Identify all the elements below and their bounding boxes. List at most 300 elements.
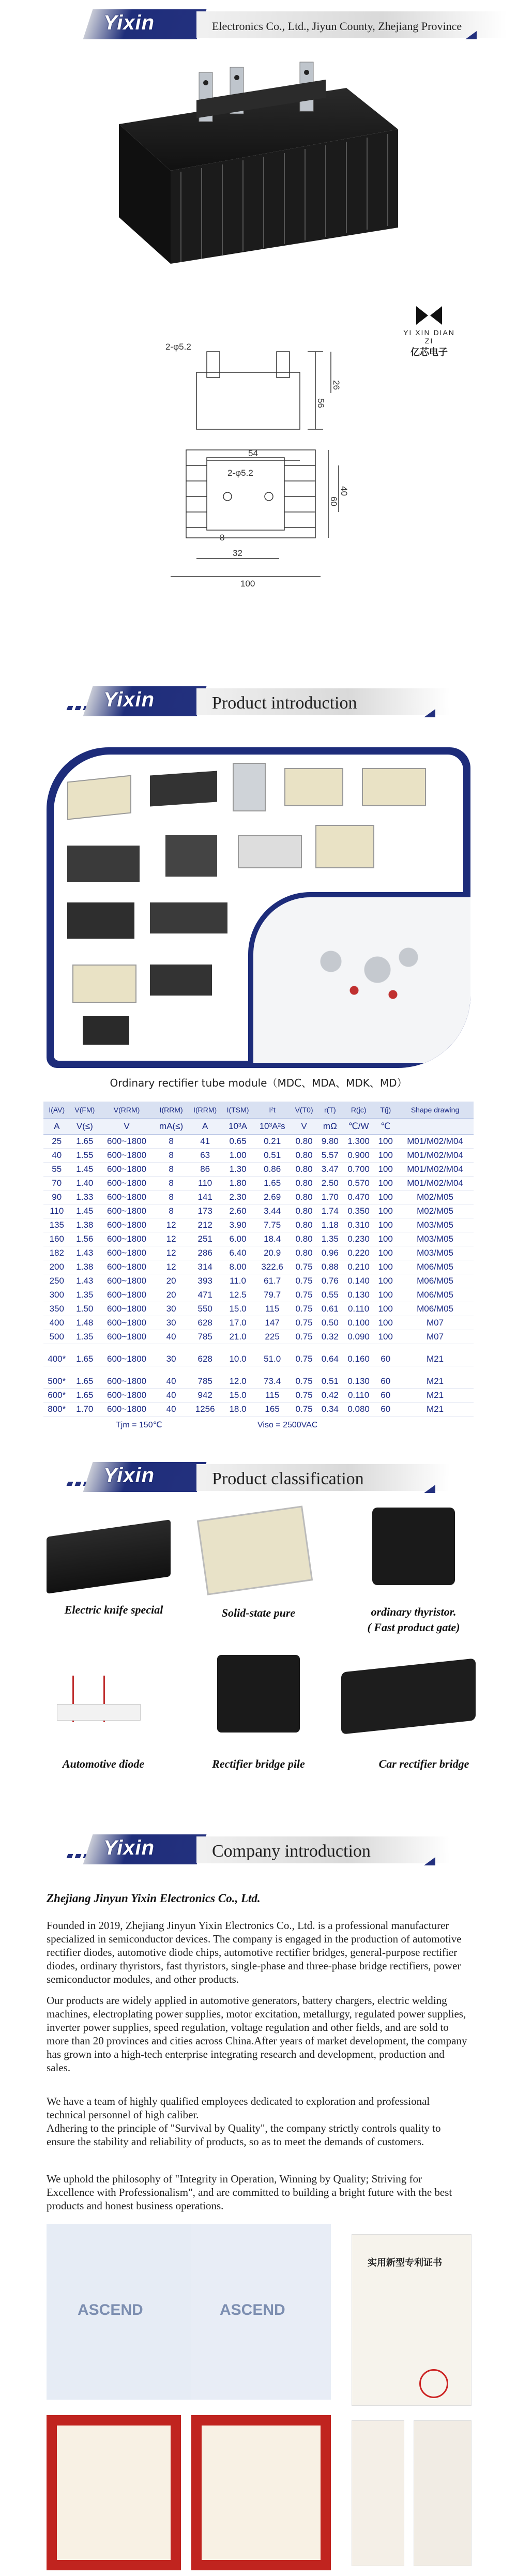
spec-unit-cell — [397, 1119, 474, 1135]
spec-cell: 1.45 — [70, 1163, 100, 1177]
spec-cell: 0.80 — [291, 1232, 317, 1246]
spec-cell: 30 — [154, 1302, 188, 1316]
spec-cell: 0.210 — [343, 1260, 374, 1274]
spec-cell: 1.48 — [70, 1316, 100, 1330]
product-collage — [47, 747, 470, 1068]
spec-cell: 0.76 — [317, 1274, 343, 1288]
diode-photo — [284, 928, 439, 1011]
spec-cell: 25 — [43, 1135, 70, 1149]
product-label-thyristor-sub: ( Fast product gate) — [367, 1621, 460, 1634]
module-photo — [315, 825, 374, 868]
spec-cell: 600~1800 — [99, 1352, 154, 1366]
spec-cell: 7.75 — [254, 1218, 291, 1232]
spec-cell: M03/M05 — [397, 1246, 474, 1260]
spec-cell: 2.30 — [222, 1191, 254, 1204]
dim-56: 56 — [316, 398, 326, 408]
spec-cell: 165 — [254, 1403, 291, 1417]
certificate-small-1 — [352, 2420, 404, 2566]
spec-unit-cell: V(≤) — [70, 1119, 100, 1135]
banner-triangle — [424, 1485, 435, 1493]
spec-cell: 110 — [188, 1177, 222, 1191]
spec-cell: 40 — [154, 1403, 188, 1417]
product-image-thyristor — [372, 1508, 455, 1585]
spec-cell: 40 — [43, 1149, 70, 1163]
spec-row — [43, 1366, 474, 1375]
spec-cell: 350 — [43, 1302, 70, 1316]
spec-row — [43, 1135, 474, 1149]
spec-cell: 600~1800 — [99, 1403, 154, 1417]
spec-cell: 800* — [43, 1403, 70, 1417]
spec-cell: 18.0 — [222, 1403, 254, 1417]
spec-col-header: R(jc) — [343, 1102, 374, 1119]
spec-cell: 1.65 — [70, 1352, 100, 1366]
spec-cell: 86 — [188, 1163, 222, 1177]
spec-cell: 73.4 — [254, 1375, 291, 1389]
spec-cell: 0.80 — [291, 1246, 317, 1260]
spec-cell: 1.43 — [70, 1274, 100, 1288]
spec-cell: 628 — [188, 1352, 222, 1366]
certificate-title: ASCEND — [220, 2301, 285, 2318]
spec-cell: 8 — [154, 1135, 188, 1149]
spec-cell: 0.75 — [291, 1375, 317, 1389]
spec-row — [43, 1218, 474, 1232]
spec-cell: 100 — [374, 1288, 397, 1302]
spec-cell: 0.80 — [291, 1135, 317, 1149]
company-para-5: We uphold the philosophy of "Integrity in Operation, Winning by Quality; Striving for Excellence with Professionalism", and are committed to building a bright future with the best products and honest business operations. — [47, 2173, 452, 2212]
spec-cell: 15.0 — [222, 1302, 254, 1316]
spec-cell: 0.700 — [343, 1163, 374, 1177]
spec-cell: 0.86 — [254, 1163, 291, 1177]
product-image-bridge — [217, 1655, 300, 1733]
company-para-1: Founded in 2019, Zhejiang Jinyun Yixin Electronics Co., Ltd. is a professional manufacturer specialized in semiconductor devices. The company is engaged in the production of automotive rectifier diodes, automotive diode chips, automotive rectifier bridges, general-purpose rectifier diodes, ordinary thyristors, fast thyristors, single-phase and three-phase bridge rectifiers, power semiconductor modules, and other products. — [47, 1919, 462, 1985]
header-banner — [0, 0, 517, 47]
spec-table — [43, 1102, 474, 1417]
module-photo — [83, 1016, 129, 1045]
spec-cell: 942 — [188, 1389, 222, 1403]
spec-cell: M02/M05 — [397, 1204, 474, 1218]
spec-cell: 0.350 — [343, 1204, 374, 1218]
spec-cell: 1.40 — [70, 1177, 100, 1191]
spec-cell: M01/M02/M04 — [397, 1135, 474, 1149]
spec-unit-cell: mΩ — [317, 1119, 343, 1135]
spec-cell: 600~1800 — [99, 1302, 154, 1316]
spec-cell: 600* — [43, 1389, 70, 1403]
spec-cell: 1.45 — [70, 1204, 100, 1218]
spec-row — [43, 1330, 474, 1344]
spec-cell: 0.34 — [317, 1403, 343, 1417]
spec-cell: 600~1800 — [99, 1191, 154, 1204]
spec-cell: M07 — [397, 1316, 474, 1330]
spec-cell: 60 — [374, 1389, 397, 1403]
spec-cell: 12 — [154, 1260, 188, 1274]
spec-cell: 100 — [374, 1316, 397, 1330]
dim-32: 32 — [233, 548, 242, 558]
spec-cell: 225 — [254, 1330, 291, 1344]
spec-cell: 0.130 — [343, 1288, 374, 1302]
spec-cell: 600~1800 — [99, 1204, 154, 1218]
spec-cell: M01/M02/M04 — [397, 1149, 474, 1163]
spec-cell: M01/M02/M04 — [397, 1177, 474, 1191]
spec-cell: 3.90 — [222, 1218, 254, 1232]
spec-row — [43, 1344, 474, 1353]
certificate-panel — [57, 2426, 171, 2560]
spec-cell: 600~1800 — [99, 1149, 154, 1163]
company-title: Electronics Co., Ltd., Jiyun County, Zhejiang Province — [212, 20, 462, 33]
spec-cell: 628 — [188, 1316, 222, 1330]
spec-cell: 1.33 — [70, 1191, 100, 1204]
spec-cell: 2.69 — [254, 1191, 291, 1204]
spec-cell: 1.65 — [254, 1177, 291, 1191]
spec-cell: 182 — [43, 1246, 70, 1260]
spec-cell: 250 — [43, 1274, 70, 1288]
product-intro-banner — [0, 675, 517, 721]
spec-cell: 1.43 — [70, 1246, 100, 1260]
spec-cell: M21 — [397, 1375, 474, 1389]
certificate-panel — [202, 2426, 321, 2560]
spec-unit-cell: mA(≤) — [154, 1119, 188, 1135]
spec-cell: 550 — [188, 1302, 222, 1316]
spec-cell: 8 — [154, 1149, 188, 1163]
spec-cell: 40 — [154, 1330, 188, 1344]
spec-cell: 600~1800 — [99, 1177, 154, 1191]
spec-cell: 0.140 — [343, 1274, 374, 1288]
spec-cell: M01/M02/M04 — [397, 1163, 474, 1177]
spec-cell: 0.80 — [291, 1204, 317, 1218]
spec-cell: 0.080 — [343, 1403, 374, 1417]
spec-row — [43, 1274, 474, 1288]
spec-cell: 600~1800 — [99, 1260, 154, 1274]
spec-cell: M06/M05 — [397, 1274, 474, 1288]
spec-cell: M03/M05 — [397, 1218, 474, 1232]
spec-col-header: V(FM) — [70, 1102, 100, 1119]
spec-cell: 0.75 — [291, 1316, 317, 1330]
spec-row — [43, 1288, 474, 1302]
spec-cell: 8 — [154, 1177, 188, 1191]
technical-drawing — [150, 341, 367, 595]
spec-cell: 0.75 — [291, 1288, 317, 1302]
spec-cell: 3.47 — [317, 1163, 343, 1177]
spec-cell: 160 — [43, 1232, 70, 1246]
spec-units-row — [43, 1119, 474, 1135]
spec-cell: 0.61 — [317, 1302, 343, 1316]
spec-unit-cell: V — [291, 1119, 317, 1135]
module-photo — [67, 846, 140, 882]
spec-cell: 400* — [43, 1352, 70, 1366]
spec-cell: 40 — [154, 1375, 188, 1389]
spec-cell: 8 — [154, 1163, 188, 1177]
spec-cell: M21 — [397, 1389, 474, 1403]
spec-cell: 1.50 — [70, 1302, 100, 1316]
spec-cell: 0.75 — [291, 1274, 317, 1288]
module-photo — [150, 902, 227, 933]
module-photo — [362, 768, 426, 806]
spec-cell: 12.0 — [222, 1375, 254, 1389]
product-image-ssr — [197, 1505, 313, 1595]
spec-unit-cell: V — [99, 1119, 154, 1135]
spec-cell: 11.0 — [222, 1274, 254, 1288]
dim-8: 8 — [220, 533, 225, 543]
spec-cell: 212 — [188, 1218, 222, 1232]
spec-cell: 1.55 — [70, 1149, 100, 1163]
spec-cell: 9.80 — [317, 1135, 343, 1149]
spec-row — [43, 1246, 474, 1260]
spec-row — [43, 1163, 474, 1177]
spec-cell: 600~1800 — [99, 1246, 154, 1260]
spec-cell: 785 — [188, 1330, 222, 1344]
section-title-company: Company introduction — [212, 1842, 371, 1861]
spec-cell: 2.60 — [222, 1204, 254, 1218]
spec-cell: 1.74 — [317, 1204, 343, 1218]
spec-cell: 2.50 — [317, 1177, 343, 1191]
spec-cell: 1.18 — [317, 1218, 343, 1232]
spec-cell: 314 — [188, 1260, 222, 1274]
spec-cell: 0.50 — [317, 1316, 343, 1330]
spec-cell: 0.090 — [343, 1330, 374, 1344]
spec-cell: 30 — [154, 1316, 188, 1330]
spec-cell: M21 — [397, 1352, 474, 1366]
spec-cell: 600~1800 — [99, 1375, 154, 1389]
product-label-car-bridge: Car rectifier bridge — [378, 1757, 469, 1770]
banner-brand-text: Yixin — [103, 1464, 155, 1487]
spec-cell: 12 — [154, 1218, 188, 1232]
spec-cell: 135 — [43, 1218, 70, 1232]
product-image-knife — [47, 1519, 171, 1594]
module-photo — [238, 835, 302, 868]
certificate-ascend-1 — [47, 2224, 191, 2400]
spec-cell: 20 — [154, 1288, 188, 1302]
footnote-viso: Viso = 2500VAC — [257, 1421, 318, 1429]
spec-cell: 1.56 — [70, 1232, 100, 1246]
spec-cell: 21.0 — [222, 1330, 254, 1344]
spec-cell: 0.470 — [343, 1191, 374, 1204]
spec-cell: 100 — [374, 1191, 397, 1204]
product-label-bridge: Rectifier bridge pile — [212, 1757, 305, 1770]
spec-cell: 147 — [254, 1316, 291, 1330]
spec-cell: 61.7 — [254, 1274, 291, 1288]
spec-cell: 6.40 — [222, 1246, 254, 1260]
spec-cell: 471 — [188, 1288, 222, 1302]
spec-cell: 600~1800 — [99, 1316, 154, 1330]
spec-cell: 141 — [188, 1191, 222, 1204]
spec-cell: 1.35 — [70, 1288, 100, 1302]
spec-cell: 600~1800 — [99, 1163, 154, 1177]
company-para-3: We have a team of highly qualified employees dedicated to exploration and professional technical personnel of high caliber. — [47, 2095, 430, 2121]
spec-cell: 1.300 — [343, 1135, 374, 1149]
spec-cell: 30 — [154, 1352, 188, 1366]
dim-26: 26 — [331, 380, 341, 390]
spec-cell: 0.51 — [317, 1375, 343, 1389]
spec-cell: 286 — [188, 1246, 222, 1260]
spec-cell: 0.80 — [291, 1163, 317, 1177]
spec-cell: 600~1800 — [99, 1288, 154, 1302]
spec-cell: 70 — [43, 1177, 70, 1191]
spec-cell: 1.38 — [70, 1218, 100, 1232]
spec-row — [43, 1302, 474, 1316]
footnote-tj: Tjm = 150℃ — [116, 1421, 162, 1429]
logo-text-cn: 亿芯电子 — [410, 347, 448, 358]
product-label-thyristor: ordinary thyristor. — [371, 1605, 457, 1618]
spec-cell: 300 — [43, 1288, 70, 1302]
spec-cell: 5.57 — [317, 1149, 343, 1163]
spec-cell: 115 — [254, 1302, 291, 1316]
spec-cell: 100 — [374, 1274, 397, 1288]
spec-cell: 0.110 — [343, 1389, 374, 1403]
module-photo — [67, 775, 131, 820]
spec-cell: 8 — [154, 1204, 188, 1218]
spec-header-row — [43, 1102, 474, 1119]
spec-cell: 41 — [188, 1135, 222, 1149]
spec-unit-cell: 10³A²s — [254, 1119, 291, 1135]
spec-cell: 600~1800 — [99, 1330, 154, 1344]
spec-cell: 10.0 — [222, 1352, 254, 1366]
spec-cell: 3.44 — [254, 1204, 291, 1218]
spec-cell: 0.65 — [222, 1135, 254, 1149]
dim-hole-top: 2-φ5.2 — [165, 342, 191, 352]
spec-cell: 12 — [154, 1246, 188, 1260]
spec-cell: 60 — [374, 1403, 397, 1417]
spec-row — [43, 1316, 474, 1330]
dim-40: 40 — [339, 486, 349, 496]
spec-cell: 600~1800 — [99, 1218, 154, 1232]
banner-triangle — [465, 31, 477, 39]
spec-cell: 20 — [154, 1274, 188, 1288]
module-photo — [67, 902, 134, 939]
spec-cell: 1.65 — [70, 1389, 100, 1403]
spec-cell: 40 — [154, 1389, 188, 1403]
spec-cell: 0.75 — [291, 1260, 317, 1274]
spec-cell: 100 — [374, 1330, 397, 1344]
certificate-title: 实用新型专利证书 — [368, 2257, 442, 2268]
spec-cell: 0.80 — [291, 1191, 317, 1204]
spec-gap — [43, 1366, 474, 1375]
certificate-patent — [352, 2234, 472, 2406]
banner-triangle — [424, 1857, 435, 1865]
company-para-4: Adhering to the principle of "Survival by Quality", the company strictly controls quality to ensure the stability and reliability of products, so as to meet the demands of customers. — [47, 2122, 441, 2148]
spec-cell: 0.42 — [317, 1389, 343, 1403]
spec-cell: 0.88 — [317, 1260, 343, 1274]
spec-cell: 0.310 — [343, 1218, 374, 1232]
spec-cell: 12.5 — [222, 1288, 254, 1302]
spec-col-header: Shape drawing — [397, 1102, 474, 1119]
spec-unit-cell: A — [43, 1119, 70, 1135]
spec-cell: 55 — [43, 1163, 70, 1177]
banner-triangle — [424, 709, 435, 717]
banner-brand-text: Yixin — [103, 688, 155, 711]
spec-cell: 600~1800 — [99, 1274, 154, 1288]
spec-unit-cell: 10³A — [222, 1119, 254, 1135]
spec-cell: 110 — [43, 1204, 70, 1218]
spec-cell: 1.70 — [70, 1403, 100, 1417]
dim-54: 54 — [248, 448, 258, 458]
spec-cell: 17.0 — [222, 1316, 254, 1330]
spec-cell: 115 — [254, 1389, 291, 1403]
section-title-intro: Product introduction — [212, 694, 357, 713]
spec-cell: 60 — [374, 1352, 397, 1366]
spec-cell: 0.32 — [317, 1330, 343, 1344]
spec-row — [43, 1149, 474, 1163]
product-label-diode: Automotive diode — [62, 1757, 145, 1770]
spec-cell: 600~1800 — [99, 1135, 154, 1149]
spec-cell: 100 — [374, 1204, 397, 1218]
spec-cell: 322.6 — [254, 1260, 291, 1274]
spec-unit-cell: ℃/W — [343, 1119, 374, 1135]
dim-hole-bottom: 2-φ5.2 — [227, 468, 253, 478]
company-name: Zhejiang Jinyun Yixin Electronics Co., Ltd. — [47, 1892, 261, 1905]
brand-logo-text: Yixin — [103, 11, 155, 34]
spec-cell: M21 — [397, 1403, 474, 1417]
banner-brand-text: Yixin — [103, 1836, 155, 1859]
module-photo — [150, 965, 212, 996]
spec-row — [43, 1389, 474, 1403]
section-title-classification: Product classification — [212, 1469, 364, 1488]
spec-cell: 500 — [43, 1330, 70, 1344]
spec-cell: 63 — [188, 1149, 222, 1163]
spec-cell: 393 — [188, 1274, 222, 1288]
spec-cell: 200 — [43, 1260, 70, 1274]
heatsink-product-photo — [78, 57, 408, 274]
spec-cell: 0.75 — [291, 1302, 317, 1316]
spec-cell: 100 — [374, 1246, 397, 1260]
spec-row — [43, 1352, 474, 1366]
spec-cell: 90 — [43, 1191, 70, 1204]
spec-cell: 6.00 — [222, 1232, 254, 1246]
spec-cell: 8.00 — [222, 1260, 254, 1274]
spec-cell: 1.65 — [70, 1375, 100, 1389]
company-logo — [398, 305, 460, 358]
spec-cell: 0.80 — [291, 1149, 317, 1163]
spec-cell: 1.38 — [70, 1260, 100, 1274]
spec-gap — [43, 1344, 474, 1353]
spec-cell: 600~1800 — [99, 1389, 154, 1403]
spec-cell: 0.80 — [291, 1218, 317, 1232]
spec-cell: 0.230 — [343, 1232, 374, 1246]
spec-col-header: V(RRM) — [99, 1102, 154, 1119]
spec-cell: 0.21 — [254, 1135, 291, 1149]
spec-cell: 100 — [374, 1218, 397, 1232]
spec-col-header: I²t — [254, 1102, 291, 1119]
spec-cell: 0.75 — [291, 1389, 317, 1403]
spec-unit-cell: A — [188, 1119, 222, 1135]
spec-cell: 0.64 — [317, 1352, 343, 1366]
spec-cell: 0.75 — [291, 1352, 317, 1366]
spec-row — [43, 1232, 474, 1246]
certificate-ascend-2 — [191, 2224, 331, 2400]
spec-unit-cell: ℃ — [374, 1119, 397, 1135]
spec-table-wrap — [43, 1102, 474, 1430]
spec-cell: 500* — [43, 1375, 70, 1389]
spec-cell: 1.35 — [317, 1232, 343, 1246]
spec-cell: 0.75 — [291, 1403, 317, 1417]
dim-100: 100 — [240, 579, 255, 589]
spec-cell: 18.4 — [254, 1232, 291, 1246]
product-image-diode — [57, 1676, 140, 1722]
spec-cell: 0.100 — [343, 1316, 374, 1330]
dim-60: 60 — [329, 496, 339, 506]
module-photo — [150, 771, 217, 806]
spec-cell: 0.130 — [343, 1375, 374, 1389]
spec-cell: 0.570 — [343, 1177, 374, 1191]
module-photo — [284, 768, 343, 806]
spec-row — [43, 1204, 474, 1218]
module-photo — [233, 763, 266, 811]
spec-cell: 0.220 — [343, 1246, 374, 1260]
spec-cell: 0.160 — [343, 1352, 374, 1366]
spec-cell: 600~1800 — [99, 1232, 154, 1246]
spec-cell: 1.35 — [70, 1330, 100, 1344]
spec-cell: 100 — [374, 1149, 397, 1163]
spec-cell: 0.75 — [291, 1330, 317, 1344]
logo-text-latin: YI XIN DIAN ZI — [403, 328, 455, 345]
